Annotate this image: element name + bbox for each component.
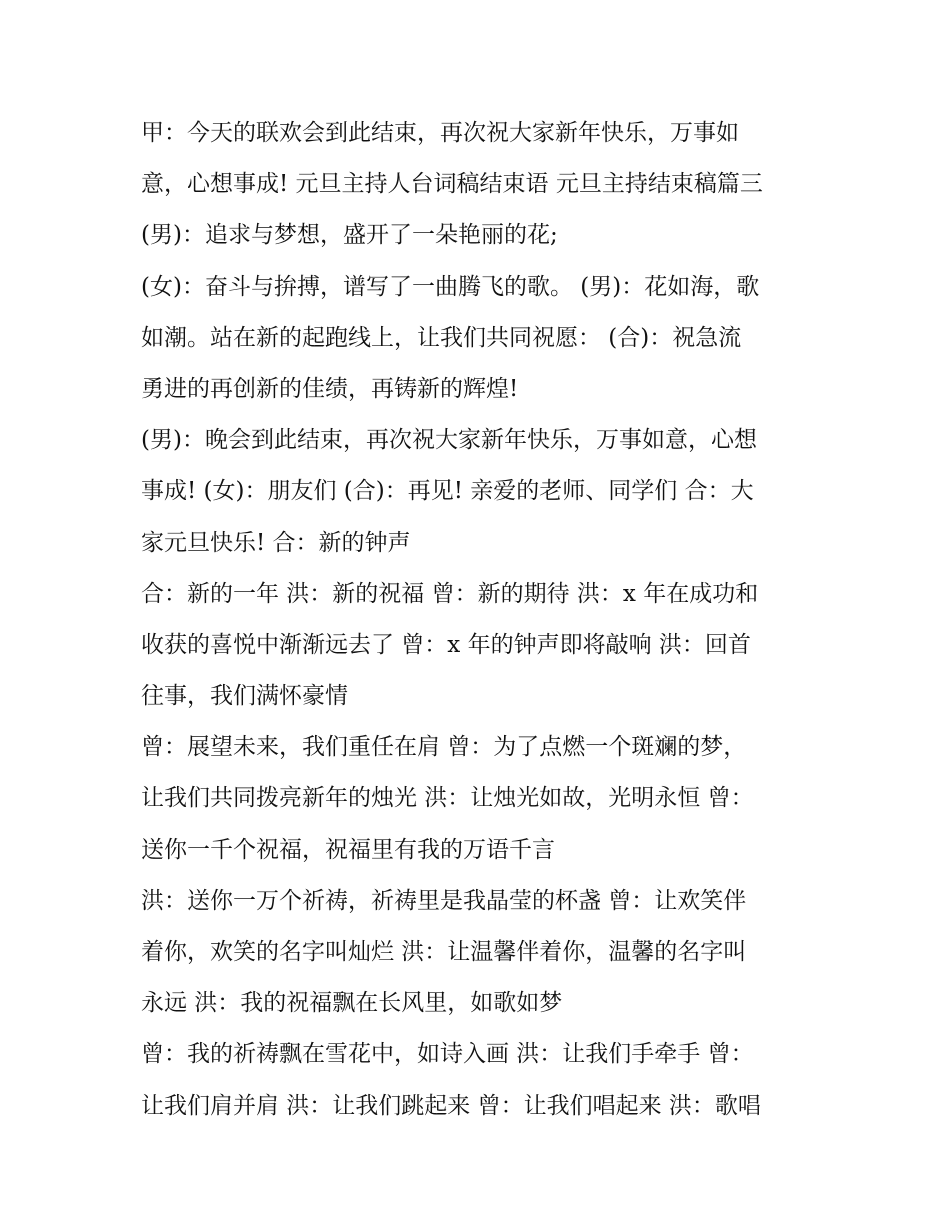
text-line-3: (男)：追求与梦想，盛开了一朵艳丽的花; [141, 222, 558, 249]
body-text [141, 108, 821, 1132]
text-line-13: 曾：展望未来，我们重任在肩 曾：为了点燃一个斑斓的梦， [141, 734, 747, 761]
text-line-12: 往事，我们满怀豪情 [141, 683, 348, 710]
text-line-1: 甲：今天的联欢会到此结束，再次祝大家新年快乐，万事如 [141, 120, 739, 146]
text-line-2: 意，心想事成! 元旦主持人台词稿结束语 元旦主持结束稿篇三 [141, 171, 763, 198]
text-line-11: 收获的喜悦中渐渐远去了 曾：x 年的钟声即将敲响 洪：回首 [141, 631, 751, 658]
text-line-5: 如潮。站在新的起跑线上，让我们共同祝愿： (合)：祝急流 [141, 324, 742, 351]
text-line-17: 着你，欢笑的名字叫灿烂 洪：让温馨伴着你，温馨的名字叫 [141, 939, 747, 965]
text-line-16: 洪：送你一万个祈祷，祈祷里是我晶莹的杯盏 曾：让欢笑伴 [141, 887, 747, 914]
text-line-15: 送你一千个祝福，祝福里有我的万语千言 [141, 836, 555, 863]
text-line-9: 家元旦快乐! 合：新的钟声 [141, 529, 411, 556]
text-line-14: 让我们共同拨亮新年的烛光 洪：让烛光如故，光明永恒 曾： [141, 785, 754, 812]
text-line-18: 永远 洪：我的祝福飘在长风里，如歌如梦 [141, 990, 563, 1017]
text-line-7: (男)：晚会到此结束，再次祝大家新年快乐，万事如意，心想 [141, 427, 757, 454]
text-line-20: 让我们肩并肩 洪：让我们跳起来 曾：让我们唱起来 洪：歌唱 [141, 1092, 761, 1119]
text-line-19: 曾：我的祈祷飘在雪花中，如诗入画 洪：让我们手牵手 曾： [141, 1041, 754, 1068]
text-line-8: 事成! (女)：朋友们 (合)：再见! 亲爱的老师、同学们 合：大 [141, 478, 754, 505]
text-line-4: (女)：奋斗与拚搏，谱写了一曲腾飞的歌。 (男)：花如海，歌 [141, 273, 760, 300]
text-line-10: 合：新的一年 洪：新的祝福 曾：新的期待 洪：x 年在成功和 [141, 580, 759, 607]
text-line-6: 勇进的再创新的佳绩，再铸新的辉煌! [141, 375, 519, 402]
